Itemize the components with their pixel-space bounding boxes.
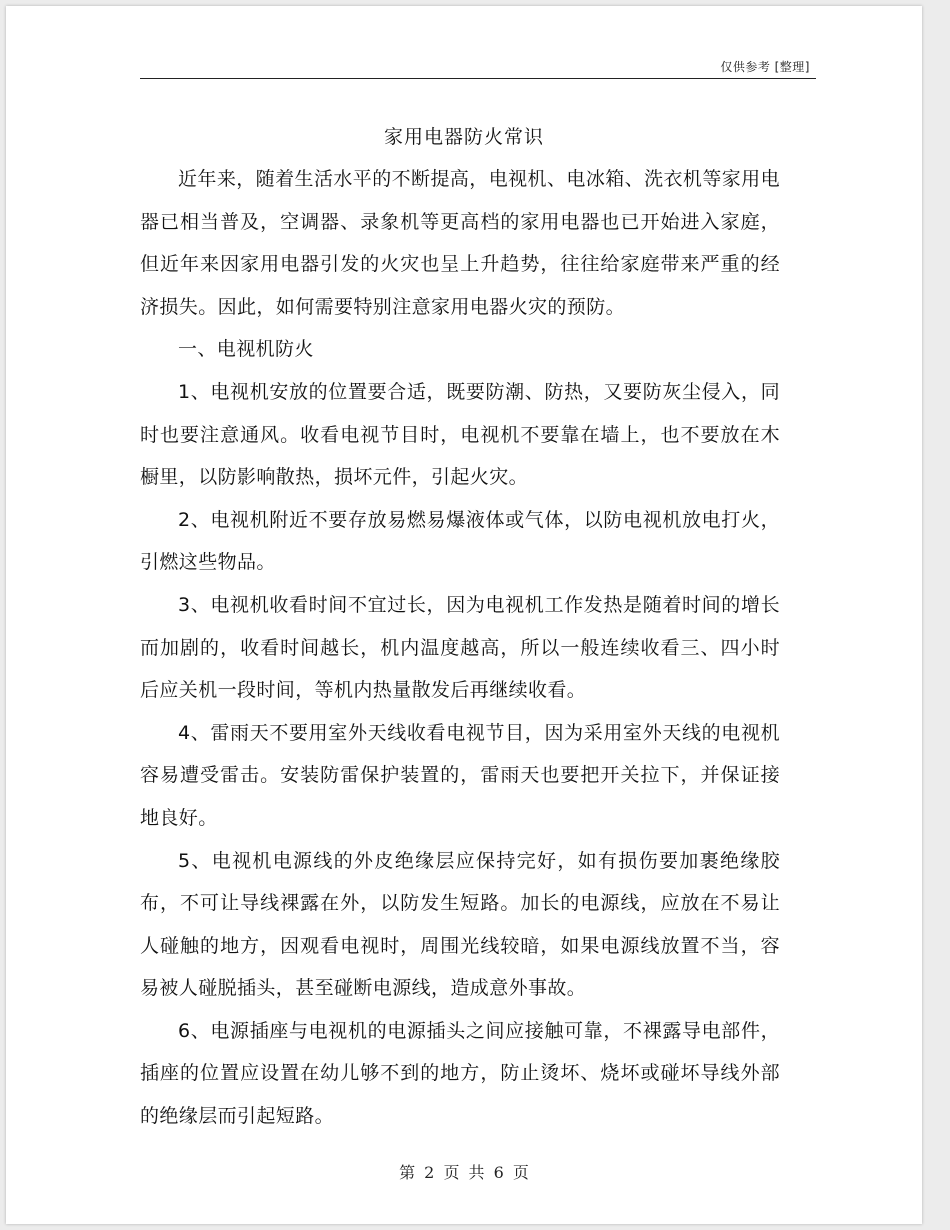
- header-note: 仅供参考 [整理]: [720, 60, 810, 74]
- paragraph-item-3: 3、电视机收看时间不宜过长，因为电视机工作发热是随着时间的增长而加剧的，收看时间越长，机内温度越高，所以一般连续收看三、四小时后应关机一段时间，等机内热量散发后再继续收看。: [140, 593, 780, 702]
- paragraph-item-2: 2、电视机附近不要存放易燃易爆液体或气体，以防电视机放电打火，引燃这些物品。: [140, 508, 780, 574]
- page-number-footer: 第 2 页 共 6 页: [399, 1163, 529, 1182]
- paragraph-item-6: 6、电源插座与电视机的电源插头之间应接触可靠，不裸露导电部件，插座的位置应设置在幼儿够不到的地方，防止烫坏、烧坏或碰坏导线外部的绝缘层而引起短路。: [140, 1019, 780, 1128]
- document-page: [6, 6, 922, 1224]
- document-body: [140, 158, 780, 1138]
- section-heading-tv: 一、电视机防火: [178, 338, 314, 361]
- header-rule: [140, 78, 816, 79]
- paragraph-item-5: 5、电视机电源线的外皮绝缘层应保持完好，如有损伤要加裹绝缘胶布，不可让导线裸露在外，以防发生短路。加长的电源线，应放在不易让人碰触的地方，因观看电视时，周围光线较暗，如果电源线放置不当，容易被人碰脱插头，甚至碰断电源线，造成意外事故。: [140, 849, 780, 1000]
- paragraph-item-4: 4、雷雨天不要用室外天线收看电视节目，因为采用室外天线的电视机容易遭受雷击。安装防雷保护装置的，雷雨天也要把开关拉下，并保证接地良好。: [140, 721, 780, 829]
- paragraph-intro: 近年来，随着生活水平的不断提高，电视机、电冰箱、洗衣机等家用电器已相当普及，空调器、录象机等更高档的家用电器也已开始进入家庭，但近年来因家用电器引发的火灾也呈上升趋势，往往给家庭带来严重的经济损失。因此，如何需要特别注意家用电器火灾的预防。: [140, 168, 780, 318]
- document-title: 家用电器防火常识: [383, 126, 544, 148]
- paragraph-item-1: 1、电视机安放的位置要合适，既要防潮、防热，又要防灰尘侵入，同时也要注意通风。收看电视节目时，电视机不要靠在墙上，也不要放在木橱里，以防影响散热，损坏元件，引起火灾。: [140, 380, 780, 489]
